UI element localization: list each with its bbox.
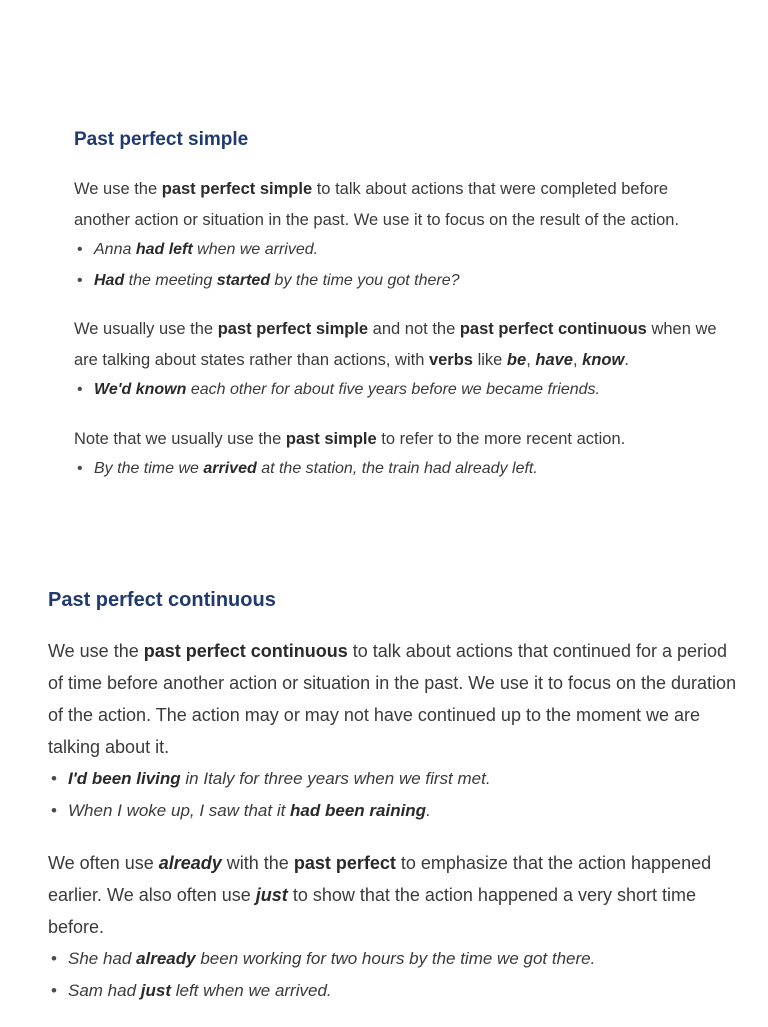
- example-item: • I'd been living in Italy for three years when we first met.: [48, 763, 738, 795]
- paragraph: We often use already with the past perfect to emphasize that the action happened earlier. We also often use just to show that the action happened a very short time before.: [48, 853, 712, 937]
- section-past-perfect-continuous: [48, 585, 738, 1027]
- example-list: [74, 454, 724, 485]
- example-item: • We'd known each other for about five years before we became friends.: [74, 375, 724, 406]
- section-past-perfect-simple: [74, 126, 724, 503]
- paragraph: We use the past perfect continuous to talk about actions that continued for a period of time before another action or situation in the past. We use it to focus on the duration of the action. The action may or may not have continued up to the moment we are talking about it.: [48, 641, 737, 757]
- example-list: [48, 763, 738, 827]
- example-list: [74, 375, 724, 406]
- example-item: • She had already been working for two hours by the time we got there.: [48, 943, 738, 975]
- paragraph: We use the past perfect simple to talk about actions that were completed before another action or situation in the past. We use it to focus on the result of the action.: [74, 180, 680, 229]
- example-item: • By the time we arrived at the station, the train had already left.: [74, 454, 724, 485]
- example-item: • Had the meeting started by the time you got there?: [74, 266, 724, 297]
- example-list: [74, 235, 724, 296]
- example-list: [48, 943, 738, 1007]
- example-item: • Anna had left when we arrived.: [74, 235, 724, 266]
- paragraph: We usually use the past perfect simple and not the past perfect continuous when we are talking about states rather than actions, with verbs like be, have, know.: [74, 320, 717, 369]
- section-heading: Past perfect simple: [74, 129, 249, 150]
- example-item: • Sam had just left when we arrived.: [48, 975, 738, 1007]
- paragraph: Note that we usually use the past simple to refer to the more recent action.: [74, 429, 626, 448]
- example-item: • When I woke up, I saw that it had been raining.: [48, 795, 738, 827]
- section-heading: Past perfect continuous: [48, 589, 276, 611]
